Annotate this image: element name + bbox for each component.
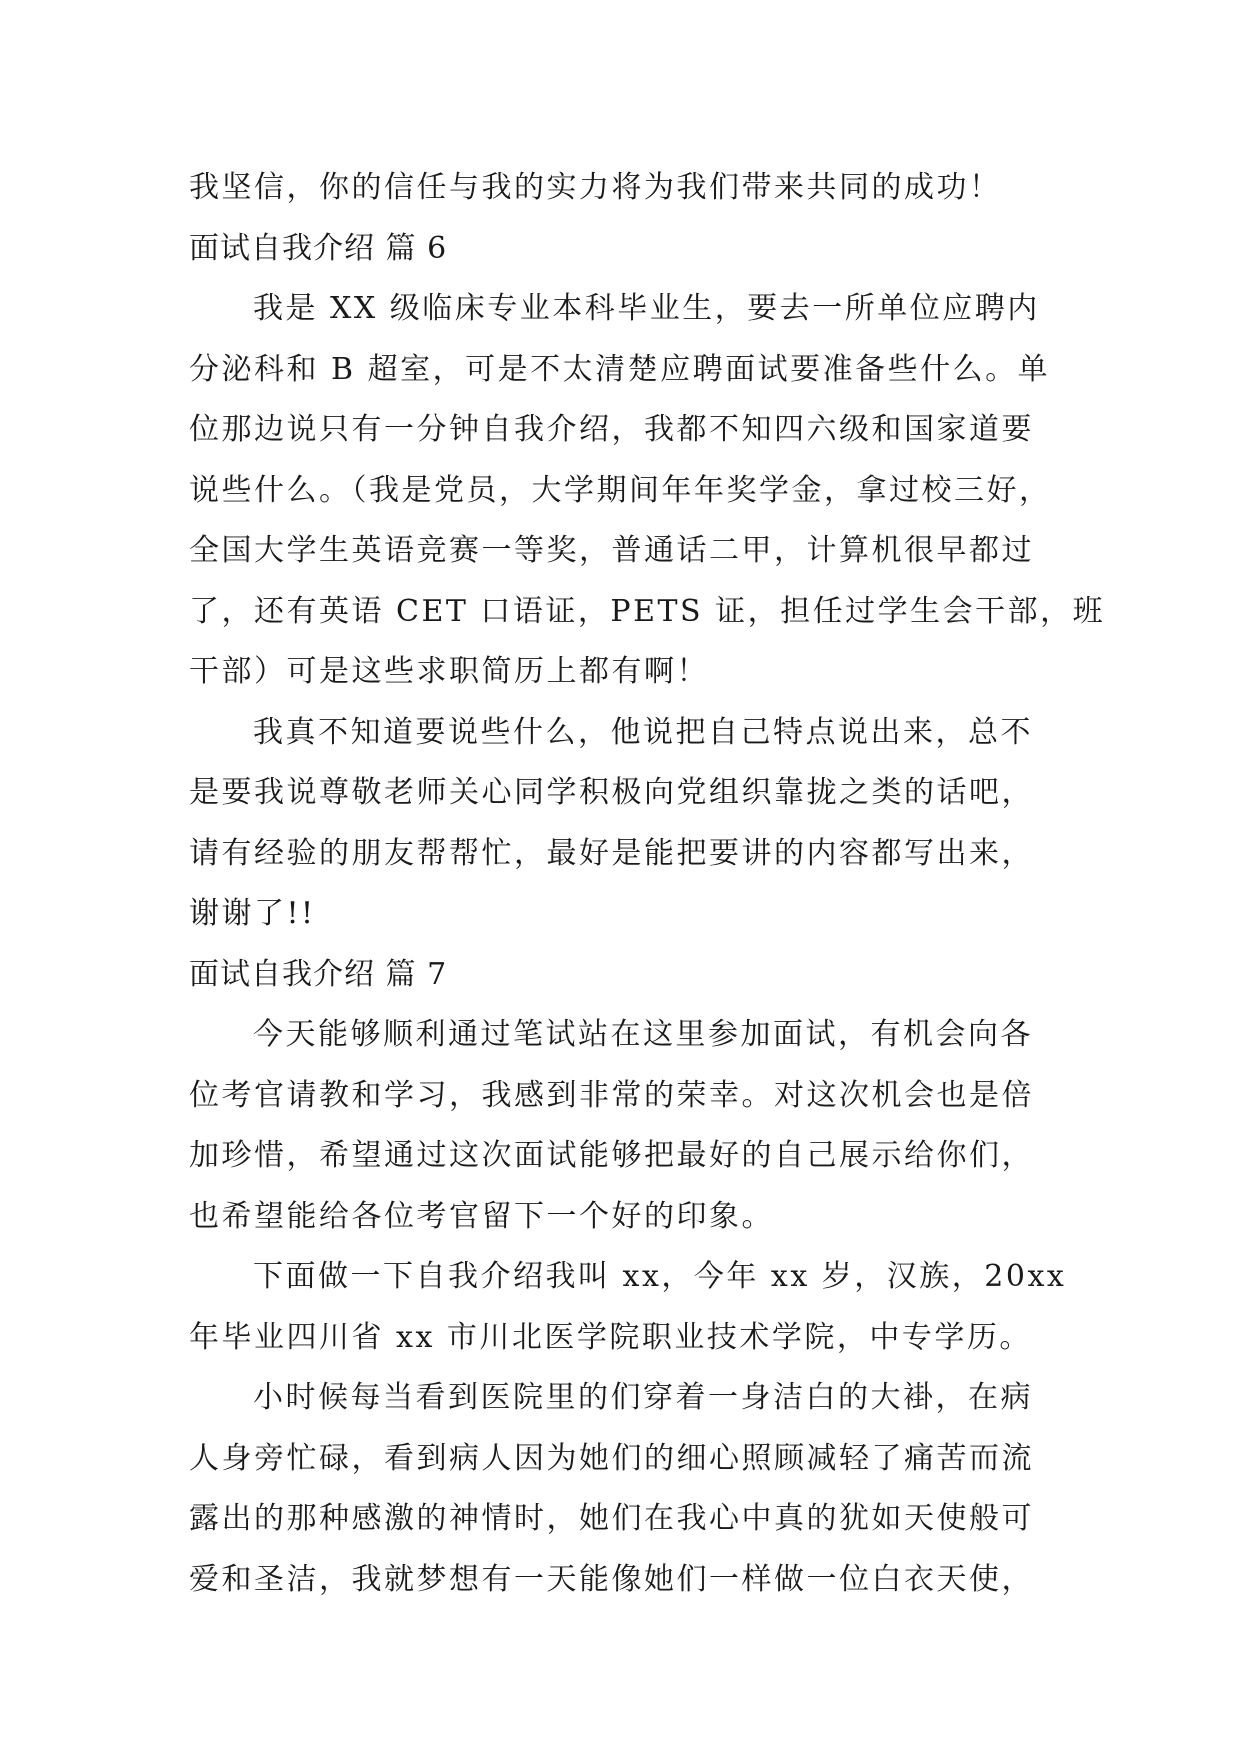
text-line: 谢谢了!! <box>189 896 316 931</box>
paragraph <box>189 1368 1069 1610</box>
text-line: 我坚信，你的信任与我的实力将为我们带来共同的成功！ <box>189 170 1002 205</box>
text-line: 说些什么。（我是党员，大学期间年年奖学金，拿过校三好， <box>189 472 1052 508</box>
text-line: 年毕业四川省 xx 市川北医学院职业技术学院，中专学历。 <box>189 1319 1032 1355</box>
text-line: 干部）可是这些求职简历上都有啊！ <box>189 654 709 689</box>
section-heading-6: 面试自我介绍 篇 6 <box>189 230 448 266</box>
text-line: 今天能够顺利通过笔试站在这里参加面试，有机会向各 <box>253 1017 1033 1052</box>
text-line: 露出的那种感激的神情时，她们在我心中真的犹如天使般可 <box>189 1501 1034 1536</box>
text-line: 小时候每当看到医院里的们穿着一身洁白的大褂，在病 <box>253 1380 1033 1415</box>
text-line: 也希望能给各位考官留下一个好的印象。 <box>189 1198 774 1234</box>
paragraph <box>189 1247 1069 1368</box>
paragraph <box>189 279 1106 703</box>
text-line: 位考官请教和学习，我感到非常的荣幸。对这次机会也是倍 <box>189 1077 1034 1113</box>
text-line: 我真不知道要说些什么，他说把自己特点说出来，总不 <box>253 714 1033 750</box>
text-line: 是要我说尊敬老师关心同学积极向党组织靠拢之类的话吧， <box>189 775 1034 810</box>
text-line: 位那边说只有一分钟自我介绍，我都不知四六级和国家道要 <box>189 412 1034 447</box>
text-line: 了，还有英语 CET 口语证，PETS 证，担任过学生会干部，班 <box>189 593 1106 629</box>
text-line: 请有经验的朋友帮帮忙，最好是能把要讲的内容都写出来， <box>189 835 1034 871</box>
text-line: 人身旁忙碌，看到病人因为她们的细心照顾减轻了痛苦而流 <box>189 1440 1034 1476</box>
section-heading-7: 面试自我介绍 篇 7 <box>189 956 448 992</box>
paragraph <box>189 703 1069 945</box>
text-line: 加珍惜，希望通过这次面试能够把最好的自己展示给你们， <box>189 1138 1034 1173</box>
paragraph <box>189 1005 1069 1247</box>
document-page <box>189 158 1106 1610</box>
paragraph-closing <box>189 158 1069 219</box>
text-line: 分泌科和 B 超室，可是不太清楚应聘面试要准备些什么。单 <box>189 351 1051 387</box>
text-line: 全国大学生英语竞赛一等奖，普通话二甲，计算机很早都过 <box>189 533 1034 568</box>
text-line: 我是 XX 级临床专业本科毕业生，要去一所单位应聘内 <box>253 291 1040 326</box>
text-line: 爱和圣洁，我就梦想有一天能像她们一样做一位白衣天使， <box>189 1561 1034 1597</box>
text-line: 下面做一下自我介绍我叫 xx，今年 xx 岁，汉族，20xx <box>253 1259 1067 1294</box>
